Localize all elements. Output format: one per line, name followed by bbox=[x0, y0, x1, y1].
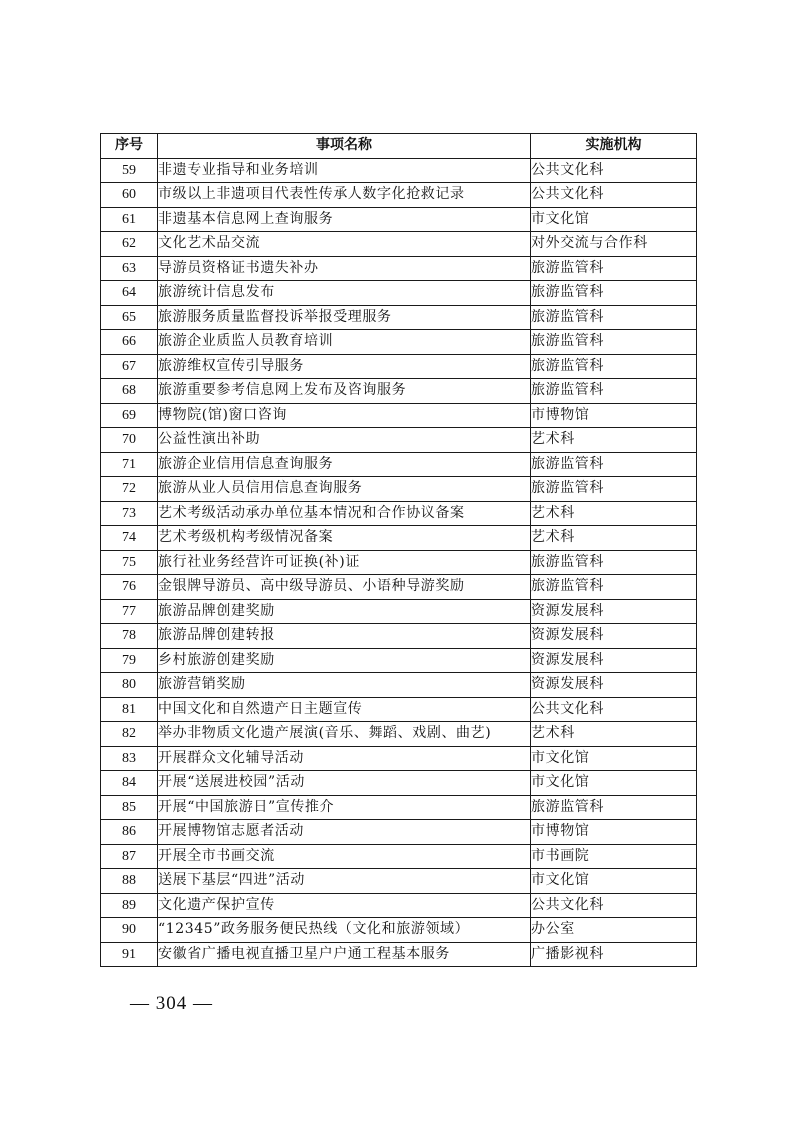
row-agency: 艺术科 bbox=[531, 428, 697, 453]
row-agency: 对外交流与合作科 bbox=[531, 232, 697, 257]
row-index: 79 bbox=[101, 648, 158, 673]
table-row bbox=[101, 232, 697, 257]
row-agency: 旅游监管科 bbox=[531, 575, 697, 600]
row-index: 67 bbox=[101, 354, 158, 379]
row-item-name: 旅游品牌创建转报 bbox=[158, 624, 531, 649]
row-item-name: 中国文化和自然遗产日主题宣传 bbox=[158, 697, 531, 722]
row-agency: 艺术科 bbox=[531, 722, 697, 747]
row-index: 72 bbox=[101, 477, 158, 502]
row-agency: 旅游监管科 bbox=[531, 452, 697, 477]
table-row bbox=[101, 354, 697, 379]
row-index: 66 bbox=[101, 330, 158, 355]
row-item-name: 开展“中国旅游日”宣传推介 bbox=[158, 795, 531, 820]
row-agency: 公共文化科 bbox=[531, 158, 697, 183]
row-item-name: 旅游品牌创建奖励 bbox=[158, 599, 531, 624]
row-item-name: 安徽省广播电视直播卫星户户通工程基本服务 bbox=[158, 942, 531, 967]
row-item-name: 非遗基本信息网上查询服务 bbox=[158, 207, 531, 232]
header-item-name: 事项名称 bbox=[158, 134, 531, 159]
row-agency: 公共文化科 bbox=[531, 183, 697, 208]
row-index: 82 bbox=[101, 722, 158, 747]
row-index: 76 bbox=[101, 575, 158, 600]
row-index: 85 bbox=[101, 795, 158, 820]
table-row bbox=[101, 207, 697, 232]
table-row bbox=[101, 477, 697, 502]
row-index: 89 bbox=[101, 893, 158, 918]
table-row bbox=[101, 403, 697, 428]
table-row bbox=[101, 526, 697, 551]
table-row bbox=[101, 183, 697, 208]
table-row bbox=[101, 942, 697, 967]
row-agency: 市文化馆 bbox=[531, 771, 697, 796]
row-agency: 旅游监管科 bbox=[531, 379, 697, 404]
row-agency: 办公室 bbox=[531, 918, 697, 943]
table-row bbox=[101, 281, 697, 306]
table-row bbox=[101, 795, 697, 820]
table-row bbox=[101, 869, 697, 894]
row-item-name: 旅游维权宣传引导服务 bbox=[158, 354, 531, 379]
table-row bbox=[101, 330, 697, 355]
row-agency: 广播影视科 bbox=[531, 942, 697, 967]
table-header-row bbox=[101, 134, 697, 159]
row-item-name: 博物院(馆)窗口咨询 bbox=[158, 403, 531, 428]
row-agency: 市博物馆 bbox=[531, 403, 697, 428]
row-index: 81 bbox=[101, 697, 158, 722]
table-row bbox=[101, 893, 697, 918]
table-row bbox=[101, 820, 697, 845]
row-item-name: 举办非物质文化遗产展演(音乐、舞蹈、戏剧、曲艺) bbox=[158, 722, 531, 747]
row-index: 70 bbox=[101, 428, 158, 453]
table-row bbox=[101, 599, 697, 624]
table-row bbox=[101, 428, 697, 453]
table-row bbox=[101, 575, 697, 600]
row-index: 65 bbox=[101, 305, 158, 330]
header-agency: 实施机构 bbox=[531, 134, 697, 159]
table-row bbox=[101, 771, 697, 796]
row-agency: 旅游监管科 bbox=[531, 795, 697, 820]
row-item-name: 旅游企业质监人员教育培训 bbox=[158, 330, 531, 355]
row-item-name: 开展“送展进校园”活动 bbox=[158, 771, 531, 796]
row-agency: 旅游监管科 bbox=[531, 281, 697, 306]
row-agency: 公共文化科 bbox=[531, 893, 697, 918]
table-row bbox=[101, 673, 697, 698]
row-agency: 旅游监管科 bbox=[531, 477, 697, 502]
row-index: 63 bbox=[101, 256, 158, 281]
row-index: 60 bbox=[101, 183, 158, 208]
row-agency: 旅游监管科 bbox=[531, 330, 697, 355]
row-index: 78 bbox=[101, 624, 158, 649]
row-index: 74 bbox=[101, 526, 158, 551]
row-agency: 旅游监管科 bbox=[531, 256, 697, 281]
row-index: 86 bbox=[101, 820, 158, 845]
row-agency: 旅游监管科 bbox=[531, 550, 697, 575]
row-item-name: 艺术考级机构考级情况备案 bbox=[158, 526, 531, 551]
row-agency: 市博物馆 bbox=[531, 820, 697, 845]
row-item-name: “12345”政务服务便民热线（文化和旅游领域） bbox=[158, 918, 531, 943]
service-items-table bbox=[100, 133, 697, 967]
row-item-name: 乡村旅游创建奖励 bbox=[158, 648, 531, 673]
row-index: 71 bbox=[101, 452, 158, 477]
table-row bbox=[101, 844, 697, 869]
row-item-name: 开展博物馆志愿者活动 bbox=[158, 820, 531, 845]
table-row bbox=[101, 697, 697, 722]
table-row bbox=[101, 158, 697, 183]
table-row bbox=[101, 648, 697, 673]
row-item-name: 旅游企业信用信息查询服务 bbox=[158, 452, 531, 477]
row-index: 75 bbox=[101, 550, 158, 575]
row-index: 73 bbox=[101, 501, 158, 526]
row-item-name: 送展下基层“四进”活动 bbox=[158, 869, 531, 894]
row-index: 83 bbox=[101, 746, 158, 771]
row-index: 68 bbox=[101, 379, 158, 404]
row-agency: 资源发展科 bbox=[531, 673, 697, 698]
row-item-name: 旅行社业务经营许可证换(补)证 bbox=[158, 550, 531, 575]
row-index: 91 bbox=[101, 942, 158, 967]
page-number: — 304 — bbox=[130, 993, 213, 1014]
row-agency: 艺术科 bbox=[531, 526, 697, 551]
row-item-name: 艺术考级活动承办单位基本情况和合作协议备案 bbox=[158, 501, 531, 526]
row-item-name: 旅游服务质量监督投诉举报受理服务 bbox=[158, 305, 531, 330]
row-agency: 市文化馆 bbox=[531, 869, 697, 894]
row-item-name: 文化艺术品交流 bbox=[158, 232, 531, 257]
row-agency: 旅游监管科 bbox=[531, 354, 697, 379]
row-item-name: 旅游营销奖励 bbox=[158, 673, 531, 698]
row-item-name: 旅游从业人员信用信息查询服务 bbox=[158, 477, 531, 502]
row-agency: 资源发展科 bbox=[531, 599, 697, 624]
row-index: 69 bbox=[101, 403, 158, 428]
header-index: 序号 bbox=[101, 134, 158, 159]
row-item-name: 金银牌导游员、高中级导游员、小语种导游奖励 bbox=[158, 575, 531, 600]
table-row bbox=[101, 550, 697, 575]
row-index: 80 bbox=[101, 673, 158, 698]
row-item-name: 开展全市书画交流 bbox=[158, 844, 531, 869]
row-item-name: 文化遗产保护宣传 bbox=[158, 893, 531, 918]
row-agency: 市文化馆 bbox=[531, 746, 697, 771]
row-item-name: 市级以上非遗项目代表性传承人数字化抢救记录 bbox=[158, 183, 531, 208]
table-row bbox=[101, 624, 697, 649]
row-agency: 公共文化科 bbox=[531, 697, 697, 722]
row-index: 62 bbox=[101, 232, 158, 257]
row-index: 90 bbox=[101, 918, 158, 943]
table-row bbox=[101, 501, 697, 526]
row-index: 88 bbox=[101, 869, 158, 894]
row-agency: 资源发展科 bbox=[531, 624, 697, 649]
row-item-name: 导游员资格证书遗失补办 bbox=[158, 256, 531, 281]
row-index: 64 bbox=[101, 281, 158, 306]
row-item-name: 公益性演出补助 bbox=[158, 428, 531, 453]
row-index: 77 bbox=[101, 599, 158, 624]
row-index: 59 bbox=[101, 158, 158, 183]
row-index: 61 bbox=[101, 207, 158, 232]
row-agency: 旅游监管科 bbox=[531, 305, 697, 330]
row-agency: 市书画院 bbox=[531, 844, 697, 869]
row-agency: 资源发展科 bbox=[531, 648, 697, 673]
row-item-name: 开展群众文化辅导活动 bbox=[158, 746, 531, 771]
table-row bbox=[101, 379, 697, 404]
table-row bbox=[101, 918, 697, 943]
table-row bbox=[101, 746, 697, 771]
row-agency: 艺术科 bbox=[531, 501, 697, 526]
row-index: 87 bbox=[101, 844, 158, 869]
table-row bbox=[101, 722, 697, 747]
row-item-name: 旅游重要参考信息网上发布及咨询服务 bbox=[158, 379, 531, 404]
table-row bbox=[101, 452, 697, 477]
table-row bbox=[101, 305, 697, 330]
row-agency: 市文化馆 bbox=[531, 207, 697, 232]
row-item-name: 旅游统计信息发布 bbox=[158, 281, 531, 306]
row-item-name: 非遗专业指导和业务培训 bbox=[158, 158, 531, 183]
row-index: 84 bbox=[101, 771, 158, 796]
table-row bbox=[101, 256, 697, 281]
